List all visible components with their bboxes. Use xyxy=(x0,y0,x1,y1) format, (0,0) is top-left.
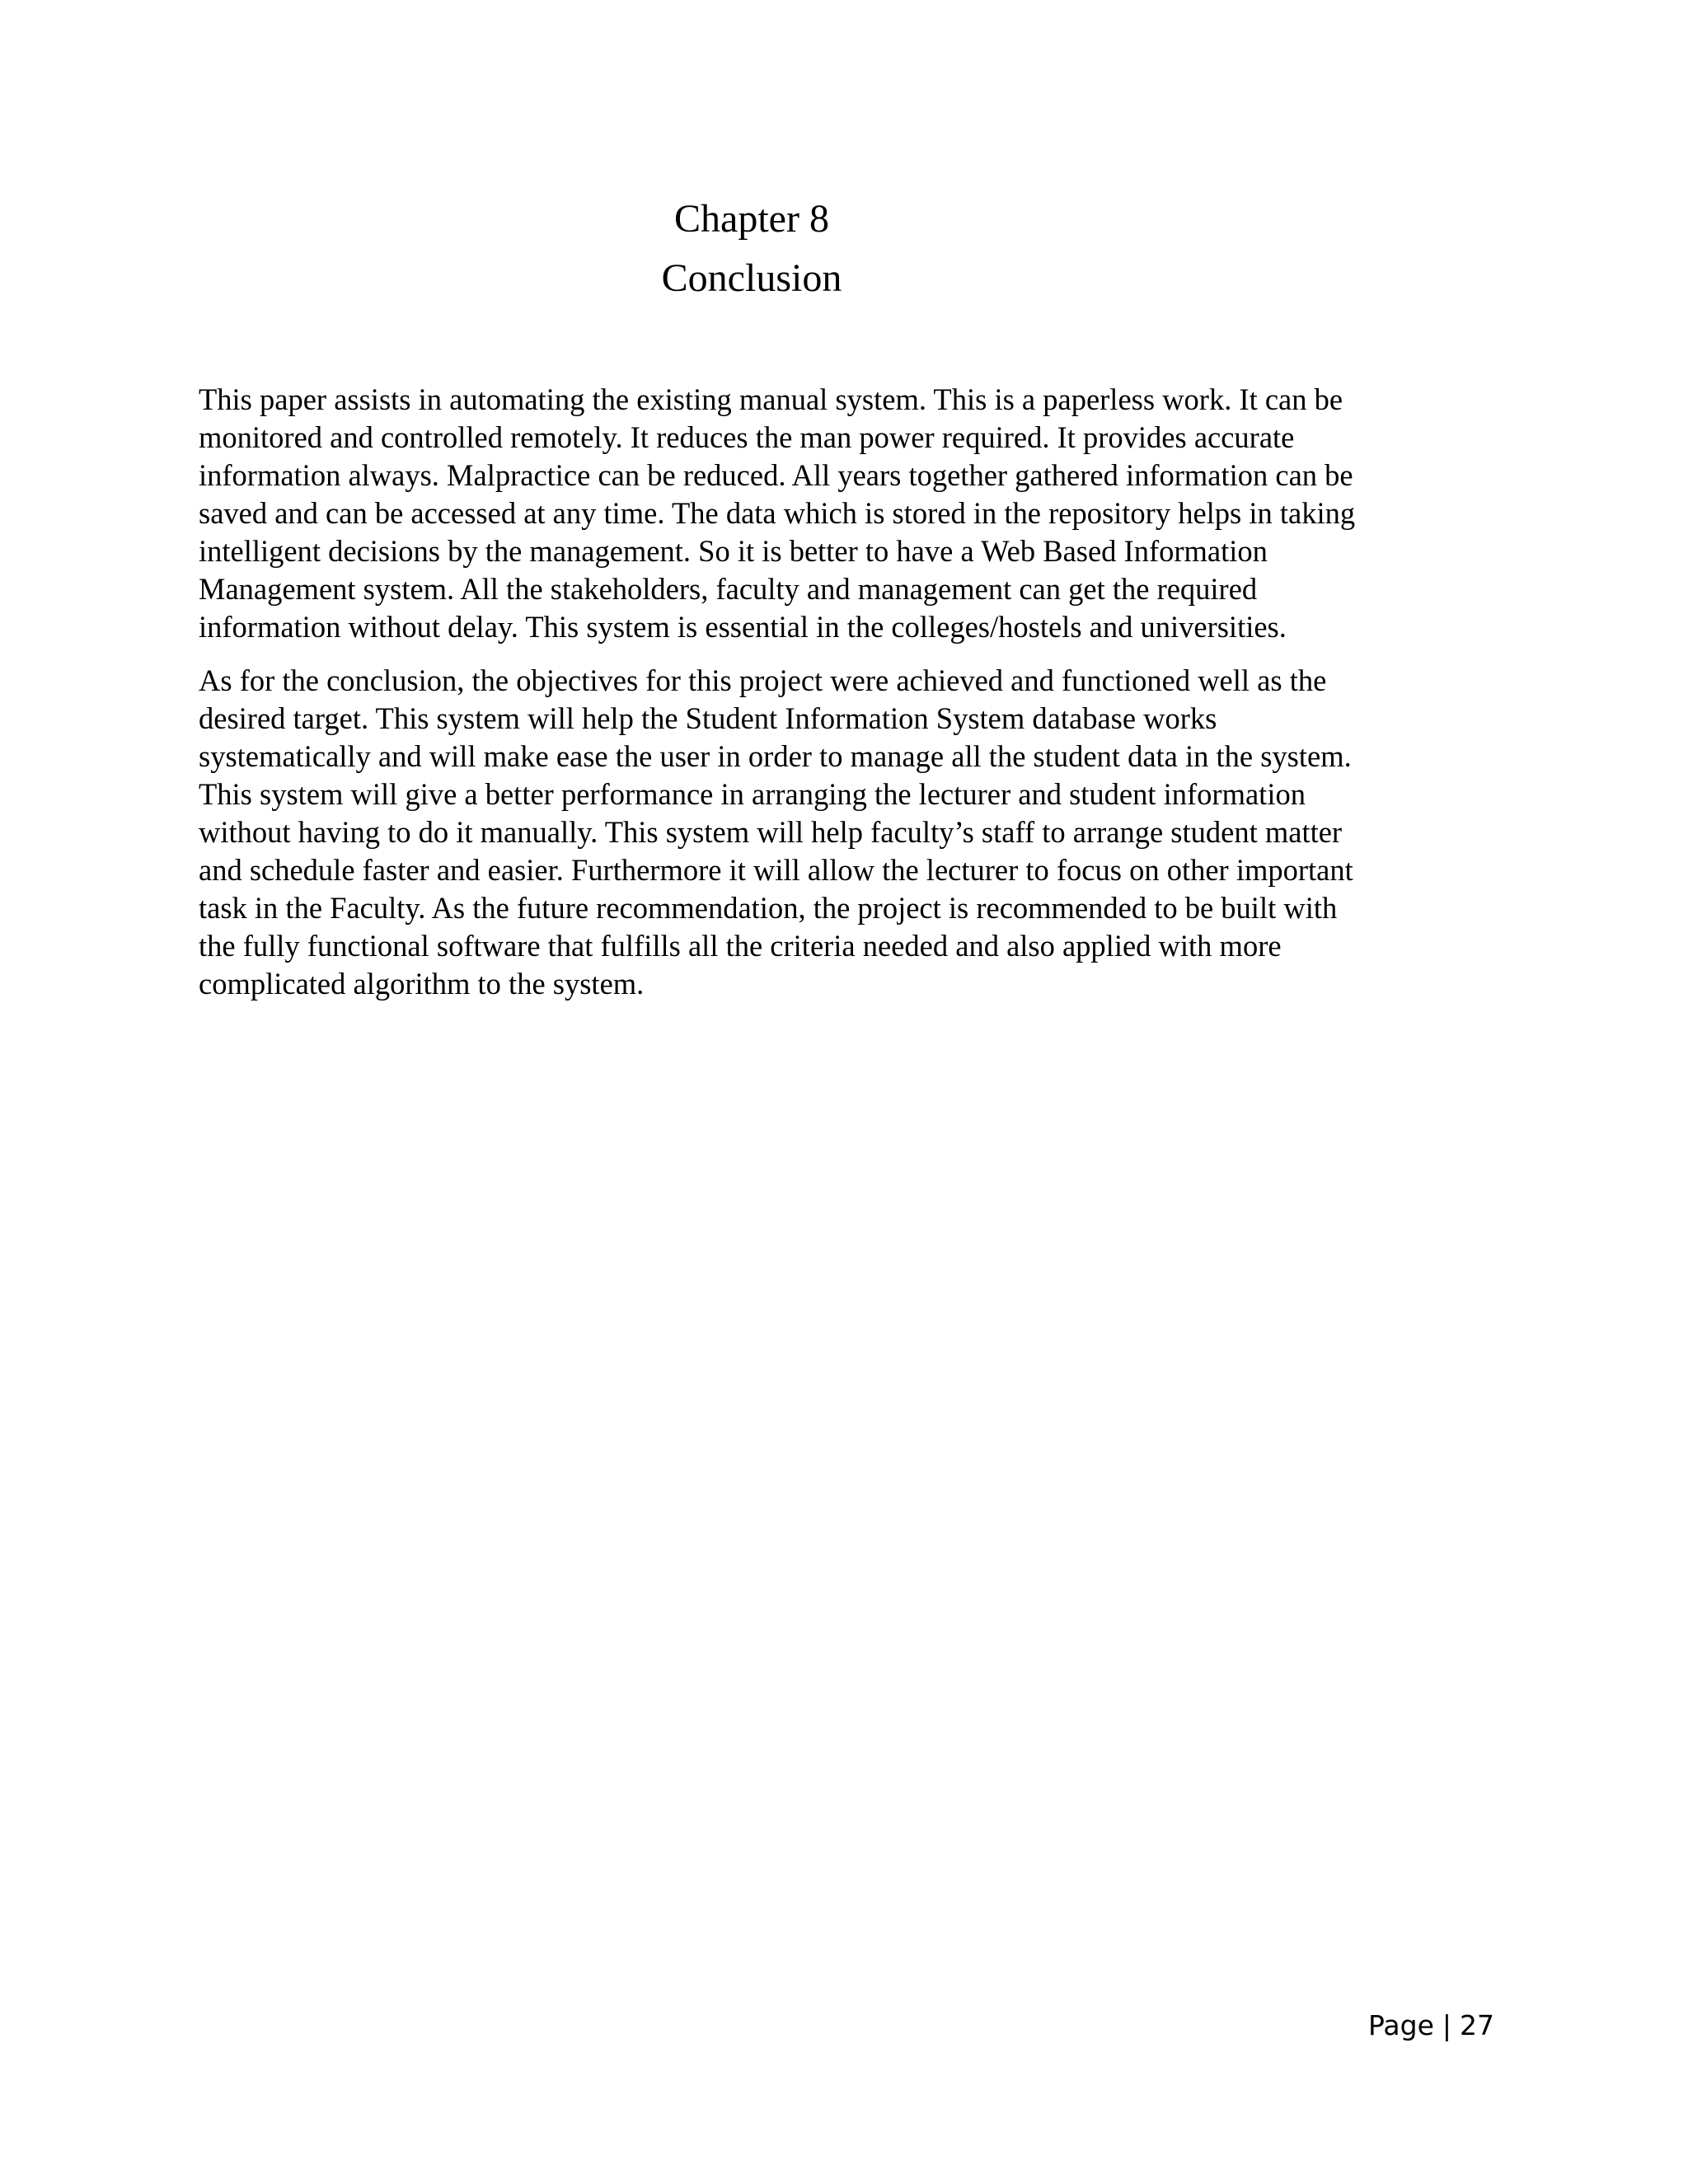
paragraph-line: complicated algorithm to the system. xyxy=(199,967,645,1001)
page-label: Page xyxy=(1368,2009,1434,2041)
page-number: 27 xyxy=(1460,2009,1495,2041)
paragraph-line: Management system. All the stakeholders, faculty and management can get the required xyxy=(199,572,1258,606)
paragraph-line: This paper assists in automating the existing manual system. This is a paperless work. It can be xyxy=(199,382,1343,416)
paragraph-line: task in the Faculty. As the future recommendation, the project is recommended to be built with xyxy=(199,891,1338,925)
paragraph-1 xyxy=(199,381,1484,646)
paragraph-line: As for the conclusion, the objectives for this project were achieved and functioned well as the xyxy=(199,663,1327,697)
paragraph-line: the fully functional software that fulfills all the criteria needed and also applied with more xyxy=(199,929,1282,963)
paragraph-line: and schedule faster and easier. Furthermore it will allow the lecturer to focus on other important xyxy=(199,853,1353,887)
page-separator: | xyxy=(1442,2009,1452,2041)
page-footer xyxy=(1368,2009,1495,2041)
chapter-title: Conclusion xyxy=(661,256,842,300)
paragraph-line: information always. Malpractice can be reduced. All years together gathered information can be xyxy=(199,458,1353,492)
paragraph-line: intelligent decisions by the management. So it is better to have a Web Based Information xyxy=(199,534,1268,568)
paragraph-line: saved and can be accessed at any time. The data which is stored in the repository helps in taking xyxy=(199,496,1356,530)
paragraph-2 xyxy=(199,662,1484,1003)
paragraph-line: systematically and will make ease the user in order to manage all the student data in the system. xyxy=(199,739,1352,773)
paragraph-line: monitored and controlled remotely. It reduces the man power required. It provides accurate xyxy=(199,420,1295,454)
paragraph-line: desired target. This system will help the Student Information System database works xyxy=(199,701,1217,735)
chapter-number: Chapter 8 xyxy=(674,197,829,241)
paragraph-line: information without delay. This system is essential in the colleges/hostels and universities. xyxy=(199,610,1287,644)
paragraph-line: This system will give a better performance in arranging the lecturer and student information xyxy=(199,777,1306,811)
paragraph-line: without having to do it manually. This system will help faculty’s staff to arrange student matter xyxy=(199,815,1343,849)
